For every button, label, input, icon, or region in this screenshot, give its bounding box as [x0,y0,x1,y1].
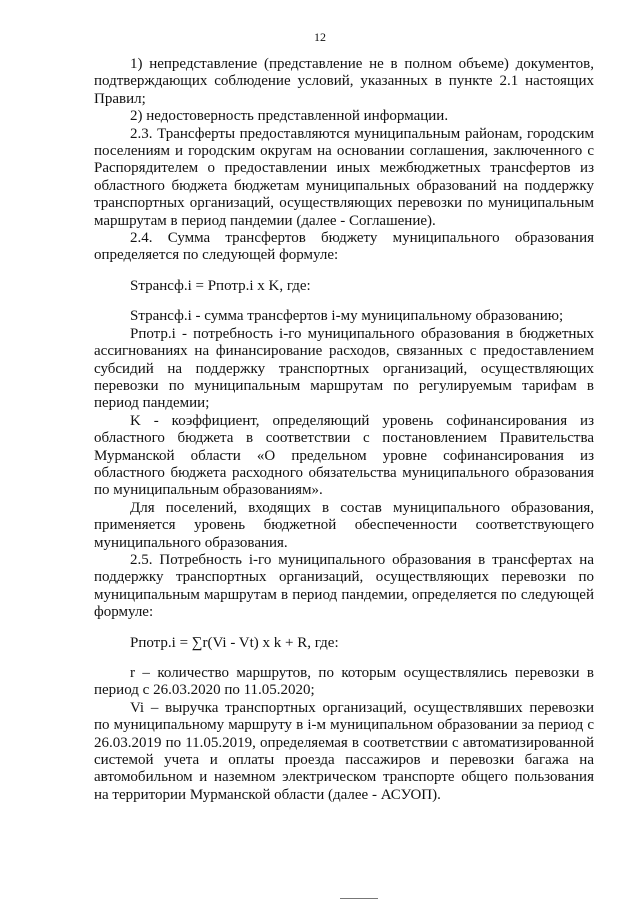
definition-s-transf: Sтрансф.i - сумма трансфертов i-му муниципальному образованию; [130,308,564,325]
footer-divider [340,898,378,899]
page-number: 12 [314,30,326,44]
definition-vi: Vi – выручка транспортных организаций, осуществлявших перевозки по муниципальному маршруту в i-м муниципальном образовании за период с 26.03.2019 по 11.05.2019, определяемая в соответствии с автоматизированной системой учета и оплаты проезда пассажиров и перевозки багажа на автомобильном и наземном электрическом транспорте общего пользования на территории Мурманской области (далее - АСУОП). [94,699,594,803]
paragraph-2-5: 2.5. Потребность i-го муниципального образования в трансфертах на поддержку транспортных организаций, осуществляющих перевозки по муниципальным маршрутам в период пандемии, определяется по следующей формуле: [94,551,594,621]
formula-need: Pпотр.i = ∑r(Vi - Vt) x k + R, где: [130,634,339,651]
definition-k: K - коэффициент, определяющий уровень софинансирования из областного бюджета в соответствии с постановлением Правительства Мурманской области «О предельном уровне софинансирования из областного бюджета расходного обязательства муниципального образования по муниципальным образованиям». [94,412,594,499]
paragraph-settlements: Для поселений, входящих в состав муниципального образования, применяется уровень бюджетной обеспеченности соответствующего муниципального образования. [94,499,594,551]
definition-r: r – количество маршрутов, по которым осуществлялись перевозки в период с 26.03.2020 по 11.05.2020; [94,665,594,699]
paragraph-item-1: 1) непредставление (представление не в полном объеме) документов, подтверждающих соблюдение условий, указанных в пункте 2.1 настоящих Правил; [94,56,594,107]
definition-p-potr: Pпотр.i - потребность i-го муниципального образования в бюджетных ассигнованиях на финансирование расходов, связанных с предоставлением субсидий на поддержку транспортных организаций, осуществляющих перевозки по муниципальным маршрутам по регулируемым тарифам в период пандемии; [94,325,594,412]
paragraph-2-3: 2.3. Трансферты предоставляются муниципальным районам, городским поселениям и городским округам на основании соглашения, заключенного с Распорядителем о предоставлении иных межбюджетных трансфертов из областного бюджета бюджетам муниципальных образований на поддержку транспортных организаций, осуществляющих перевозки по муниципальным маршрутам в период пандемии (далее - Соглашение). [94,125,594,229]
formula-transfer-sum: Sтрансф.i = Pпотр.i x K, где: [130,277,311,294]
document-body [94,56,594,804]
paragraph-item-2: 2) недостоверность представленной информации. [130,108,449,125]
paragraph-2-4: 2.4. Сумма трансфертов бюджету муниципального образования определяется по следующей формуле: [94,230,594,264]
